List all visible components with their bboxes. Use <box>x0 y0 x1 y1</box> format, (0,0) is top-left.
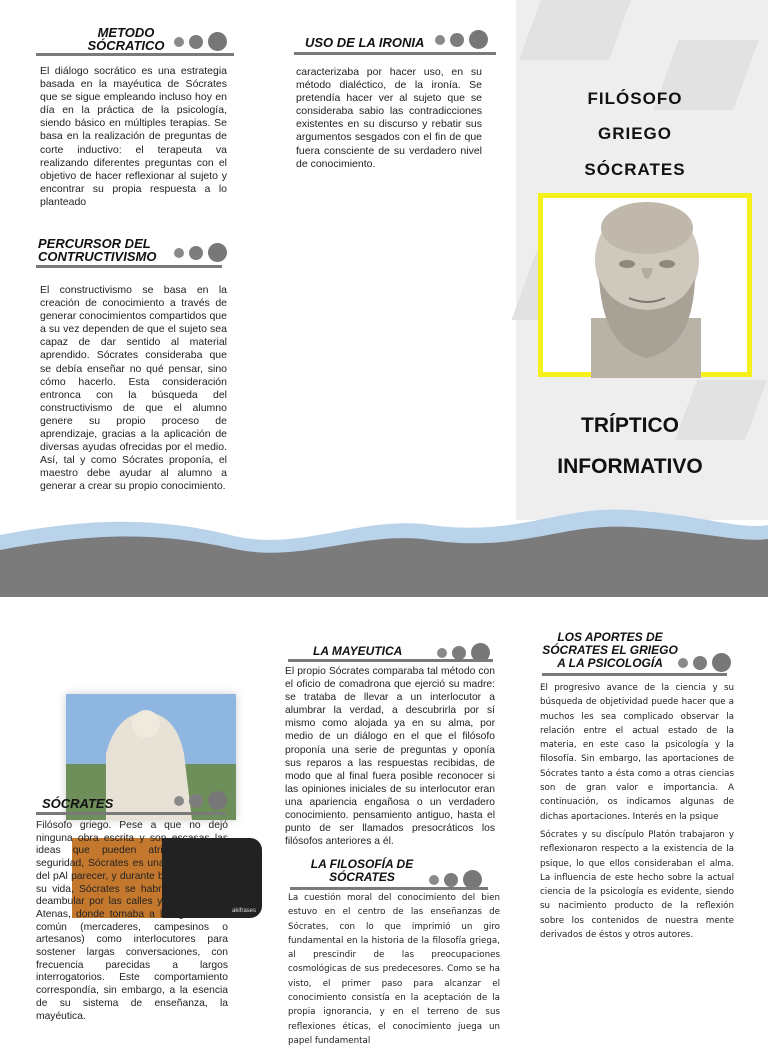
aportes-heading: LOS APORTES DE SÓCRATES EL GRIEGO A LA PSICOLOGÍA <box>542 630 678 670</box>
socrates-bust-illustration <box>543 198 747 372</box>
metodo-socratico-heading: METODO SÓCRATICO <box>87 25 165 53</box>
decorative-dots <box>435 30 488 49</box>
heading-rule <box>36 812 226 815</box>
aportes-text-1: El progresivo avance de la ciencia y su búsqueda de objetividad puede hacer que a muchos les sea complicado observar la relación entre el actual estado de la materia, en este caso la psicología y la filosofía. Sin embargo, las aportaciones de Sócrates tanto a ésta como a otras ciencias son de gran valor e importancia. A continuación, os indicamos algunas de dichas aportaciones. Interés en la psique <box>540 683 734 822</box>
cover-title-line3: SÓCRATES <box>584 160 686 179</box>
aportes-text-2: Sócrates y su discípulo Platón trabajaron y reflexionaron respecto a la existencia de la psique, lo que ellos consideraban el alma. La influencia de este hecho sobre la actual ciencia de la psicología es evidente, siendo su nacimiento producto de la reflexión sobre los contenidos de nuestra mente derivados de éstos y otros autores. <box>540 830 734 941</box>
heading-rule <box>288 659 493 662</box>
cover-title-line2: GRIEGO <box>597 124 672 143</box>
heading-rule <box>290 887 488 890</box>
percursor-text: El constructivismo se basa en la creación de conocimiento a través de generar conocimientos compartidos que a su vez dependen de que el sujeto sea capaz de dar sentido al material aprendido. Sócrates consideraba que se debía enseñar no qué pensar, sino cómo hacerlo. Esta consideración entronca con la búsqueda del constructivismo de que el alumno genere su propio proceso de aprendizaje, gracias a la aplicación de diversas ayudas ofrecidas por el medio. Así, tal y como Sócrates proponía, el maestro debe ayudar al alumno a generar a crear su propio conocimiento. <box>40 284 227 493</box>
cover-subtitle-line1: TRÍPTICO <box>581 414 679 437</box>
cover-subtitle-line2: INFORMATIVO <box>557 455 703 478</box>
heading-rule <box>36 265 222 268</box>
metodo-socratico-text: El diálogo socrático es una estrategia basada en la mayéutica de Sócrates que se sigue empleando incluso hoy en día en la práctica de la psicología, siendo básico en múltiples terapias. Se basa en la realización de preguntas de corte inductivo: el terapeuta va realizando diferentes preguntas con el objetivo de hacer reflexionar al sujeto y encontrar su propia respuesta a lo planteado <box>40 65 227 208</box>
decorative-dots <box>678 653 731 672</box>
image-caption: akifrases <box>231 908 256 914</box>
percursor-heading: PERCURSOR DEL CONTRUCTIVISMO <box>38 236 157 264</box>
heading-rule <box>294 52 496 55</box>
wave-band <box>0 495 768 597</box>
ironia-heading: USO DE LA IRONIA <box>305 35 425 50</box>
mayeutica-heading: LA MAYEUTICA <box>313 644 403 658</box>
socrates-bust-image <box>538 193 752 377</box>
socrates-text: Filósofo griego. Pese a que no dejó ninguna obra escrita y son escasas las ideas que pueden atribuírsele con seguridad, Sócrates es una figura capital del pAl parecer, y durante buena parte de su vida, Sócrates se habría dedicado a deambular por las calles y mercados de Atenas, donde tomaba a las gentes del común (mercaderes, campesinos o artesanos) como interlocutores para sostener largas conversaciones, con frecuencia parecidas a largos interrogatorios. Este comportamiento correspondía, sin embargo, a la esencia de su sistema de enseñanza, la mayéutica. <box>36 820 228 1022</box>
ironia-text: caracterizaba por hacer uso, en su método dialéctico, de la ironía. Se pretendía hacer ver al sujeto que se consideraba sabio las contradicciones existentes en su discurso y rebatir sus argumentos sesgados con el fin de que fuera consciente de su verdadero nivel de conocimiento. <box>296 66 482 170</box>
heading-rule <box>542 673 727 676</box>
filosofia-text: La cuestión moral del conocimiento del bien estuvo en el centro de las enseñanzas de Sócrates, con lo que imprimió un giro fundamental en la historia de la filosofía griega, al prescindir de las preocupaciones cosmológicas de sus predecesores. Como se ha visto, el primer paso para alcanzar el conocimiento consistía en la aceptación de la propia ignorancia, y en el terreno de sus reflexiones éticas, el conocimiento juega un papel fundamental <box>288 893 500 1046</box>
heading-rule <box>36 53 234 56</box>
decorative-dots <box>174 32 227 51</box>
socrates-heading: SÓCRATES <box>42 796 114 811</box>
decorative-dots <box>174 243 227 262</box>
decorative-dots <box>174 791 227 810</box>
mayeutica-text: El propio Sócrates comparaba tal método con el oficio de comadrona que ejerció su madre: se trataba de llevar a un interlocutor a alumbrar la verdad, a descubrirla por sí mismo como alojada ya en su alma, por medio de un diálogo en el que el filósofo proponía una serie de preguntas y oponía sus reparos a las respuestas recibidas, de modo que al final fuera posible reconocer si las opiniones iniciales de su interlocutor eran una apariencia engañosa o un verdadero conocimiento. pensamiento antiguo, hasta el punto de ser llamados presocráticos los filósofos anteriores a él. <box>285 666 495 848</box>
filosofia-heading: LA FILOSOFÍA DE SÓCRATES <box>310 857 414 884</box>
cover-title-line1: FILÓSOFO <box>587 89 683 108</box>
background-tile <box>519 0 631 60</box>
